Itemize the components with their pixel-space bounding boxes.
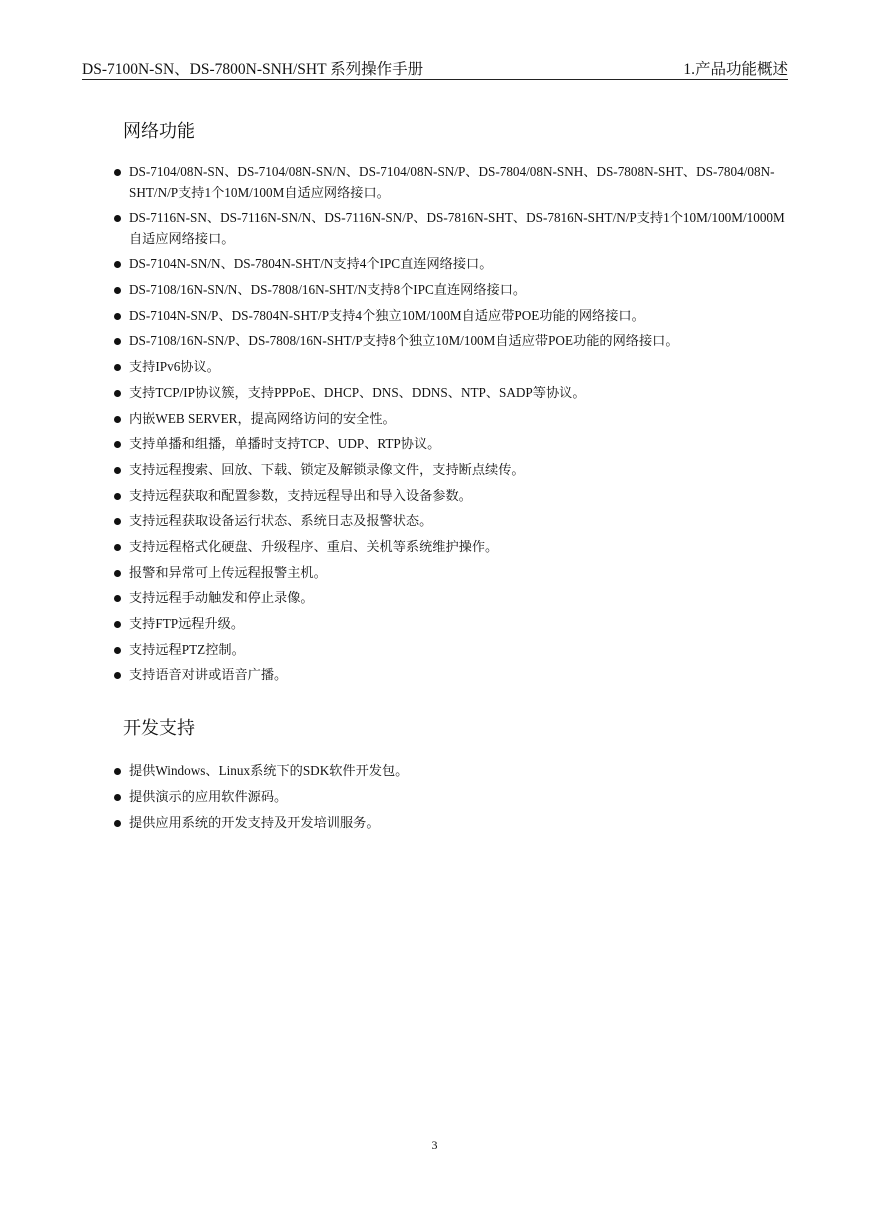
bullet-icon (114, 544, 121, 551)
list-item (113, 357, 793, 378)
bullet-icon (114, 621, 121, 628)
development-support-list (113, 761, 793, 839)
bullet-icon (114, 441, 121, 448)
list-item (113, 162, 793, 203)
list-item (113, 787, 793, 808)
list-item-text: 报警和异常可上传远程报警主机。 (129, 564, 327, 580)
bullet-icon (114, 287, 121, 294)
list-item-text: 内嵌WEB SERVER，提高网络访问的安全性。 (129, 410, 396, 426)
header-document-title: DS-7100N-SN、DS-7800N-SNH/SHT 系列操作手册 (82, 61, 424, 78)
bullet-icon (114, 768, 121, 775)
list-item (113, 640, 793, 661)
list-item-text: 支持单播和组播，单播时支持TCP、UDP、RTP协议。 (129, 436, 441, 452)
list-item (113, 614, 793, 635)
bullet-icon (114, 595, 121, 602)
page-header (82, 55, 788, 80)
bullet-icon (114, 570, 121, 577)
page-number: 3 (431, 1138, 438, 1152)
list-item (113, 434, 793, 455)
list-item-text: 支持远程格式化硬盘、升级程序、重启、关机等系统维护操作。 (129, 538, 499, 554)
bullet-icon (114, 794, 121, 801)
bullet-icon (114, 215, 121, 222)
bullet-icon (114, 364, 121, 371)
list-item (113, 537, 793, 558)
network-feature-list (113, 162, 793, 691)
list-item-text: 支持FTP远程升级。 (129, 616, 245, 631)
list-item-text: DS-7108/16N-SN/N、DS-7808/16N-SHT/N支持8个IPC直连网络接口。 (129, 282, 527, 298)
list-item-text: 提供演示的应用软件源码。 (129, 789, 288, 804)
bullet-icon (114, 647, 121, 654)
bullet-icon (114, 416, 121, 423)
list-item-text: 支持远程手动触发和停止录像。 (129, 590, 314, 606)
list-item (113, 486, 793, 507)
list-item-text: 支持TCP/IP协议簇，支持PPPoE、DHCP、DNS、DDNS、NTP、SADP等协议。 (129, 384, 586, 400)
section-title-development: 开发支持 (123, 718, 195, 739)
bullet-icon (114, 313, 121, 320)
bullet-icon (114, 820, 121, 827)
bullet-icon (114, 169, 121, 176)
list-item-text: 提供应用系统的开发支持及开发培训服务。 (129, 815, 380, 830)
list-item (113, 208, 793, 249)
bullet-icon (114, 338, 121, 345)
list-item-text: DS-7104/08N-SN、DS-7104/08N-SN/N、DS-7104/08N-SN/P、DS-7804/08N-SNH、DS-7808N-SHT、DS-7804/08N-SHT/N/P支持1个10M/100M自适应网络接口。 (129, 164, 775, 200)
list-item (113, 588, 793, 609)
list-item (113, 383, 793, 404)
list-item-text: 支持IPv6协议。 (129, 359, 220, 375)
list-item-text: DS-7116N-SN、DS-7116N-SN/N、DS-7116N-SN/P、DS-7816N-SHT、DS-7816N-SHT/N/P支持1个10M/100M/1000M自适应网络接口。 (129, 210, 785, 246)
list-item-text: 支持远程PTZ控制。 (129, 641, 245, 657)
bullet-icon (114, 467, 121, 474)
bullet-icon (114, 518, 121, 525)
list-item-text: 支持远程获取和配置参数，支持远程导出和导入设备参数。 (129, 487, 472, 503)
list-item (113, 280, 793, 301)
list-item (113, 254, 793, 275)
list-item (113, 409, 793, 430)
list-item-text: 支持远程搜索、回放、下载、锁定及解锁录像文件，支持断点续传。 (129, 461, 525, 477)
bullet-icon (114, 261, 121, 268)
list-item-text: DS-7104N-SN/N、DS-7804N-SHT/N支持4个IPC直连网络接口。 (129, 256, 493, 272)
list-item (113, 813, 793, 834)
list-item (113, 511, 793, 532)
bullet-icon (114, 390, 121, 397)
list-item (113, 665, 793, 686)
list-item-text: 提供Windows、Linux系统下的SDK软件开发包。 (129, 763, 409, 778)
bullet-icon (114, 672, 121, 679)
list-item (113, 331, 793, 352)
section-title-network: 网络功能 (123, 121, 195, 142)
list-item (113, 460, 793, 481)
list-item-text: DS-7104N-SN/P、DS-7804N-SHT/P支持4个独立10M/100M自适应带POE功能的网络接口。 (129, 307, 645, 323)
list-item (113, 761, 793, 782)
list-item (113, 306, 793, 327)
list-item-text: DS-7108/16N-SN/P、DS-7808/16N-SHT/P支持8个独立10M/100M自适应带POE功能的网络接口。 (129, 333, 679, 349)
list-item-text: 支持远程获取设备运行状态、系统日志及报警状态。 (129, 513, 433, 529)
list-item-text: 支持语音对讲或语音广播。 (129, 667, 288, 683)
header-chapter-title: 1.产品功能概述 (683, 61, 788, 78)
list-item (113, 563, 793, 584)
bullet-icon (114, 493, 121, 500)
